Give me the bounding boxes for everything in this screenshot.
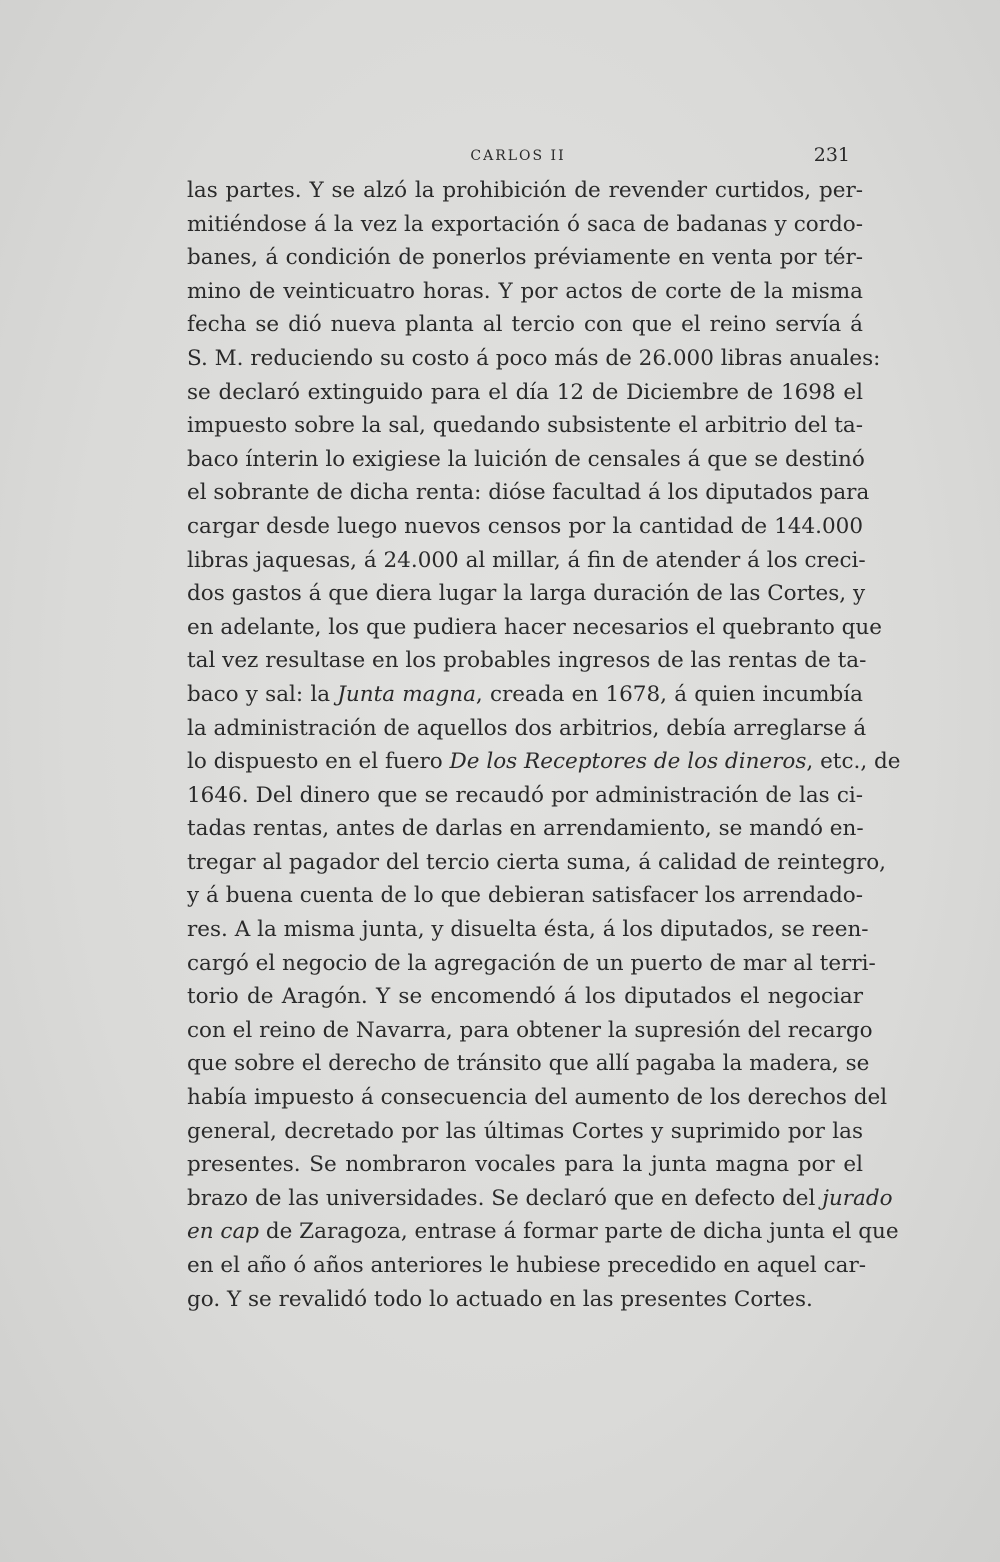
text-line: libras jaquesas, á 24.000 al millar, á fin de atender á los creci- (187, 547, 866, 573)
text-line: tregar al pagador del tercio cierta suma, á calidad de reintegro, (187, 849, 887, 875)
text-line (187, 678, 863, 712)
text-line: tal vez resultase en los probables ingresos de las rentas de ta- (187, 648, 867, 674)
text-line: mino de veinticuatro horas. Y por actos de corte de la misma (187, 278, 863, 304)
text-run: , etc., de (806, 749, 901, 775)
italic-term: jurado (822, 1185, 893, 1211)
page-number: 231 (813, 144, 850, 166)
body-text (187, 174, 901, 1316)
text-line: presentes. Se nombraron vocales para la junta magna por el (187, 1152, 863, 1178)
text-line: 1646. Del dinero que se recaudó por administración de las ci- (187, 782, 863, 808)
italic-term: en cap (187, 1219, 260, 1245)
text-run: baco y sal: la (187, 681, 338, 707)
text-line: con el reino de Navarra, para obtener la supresión del recargo (187, 1017, 873, 1043)
text-run: brazo de las universidades. Se declaró que en defecto del (187, 1185, 823, 1211)
text-line: la administración de aquellos dos arbitrios, debía arreglarse á (187, 715, 867, 741)
text-line: general, decretado por las últimas Cortes y suprimido por las (187, 1118, 863, 1144)
text-line: fecha se dió nueva planta al tercio con que el reino servía á (187, 312, 863, 338)
text-line: res. A la misma junta, y disuelta ésta, á los diputados, se reen- (187, 917, 869, 943)
text-run: , creada en 1678, á quien incumbía (475, 681, 863, 707)
text-line: en el año ó años anteriores le hubiese precedido en aquel car- (187, 1253, 866, 1278)
text-line: cargar desde luego nuevos censos por la cantidad de 144.000 (187, 513, 863, 539)
text-line: en adelante, los que pudiera hacer necesarios el quebranto que (187, 614, 882, 640)
text-line: dos gastos á que diera lugar la larga duración de las Cortes, y (187, 581, 866, 607)
text-line: torio de Aragón. Y se encomendó á los diputados el negociar (187, 984, 863, 1010)
italic-title: Junta magna (337, 681, 476, 707)
text-run: de Zaragoza, entrase á formar parte de dicha junta el que (259, 1219, 899, 1245)
text-line: se declaró extinguido para el día 12 de Diciembre de 1698 el (187, 379, 863, 405)
text-line: impuesto sobre la sal, quedando subsistente el arbitrio del ta- (187, 413, 863, 439)
text-line: go. Y se revalidó todo lo actuado en las presentes Cortes. (187, 1286, 813, 1312)
running-head (186, 144, 850, 172)
text-line (187, 1182, 893, 1216)
text-line (187, 745, 901, 779)
text-line: y á buena cuenta de lo que debieran satisfacer los arrendado- (187, 883, 863, 909)
italic-title: De los Receptores de los dineros (449, 749, 807, 775)
text-line: las partes. Y se alzó la prohibición de revender curtidos, per- (187, 178, 863, 203)
text-line: había impuesto á consecuencia del aumento de los derechos del (187, 1085, 888, 1111)
text-line (187, 1215, 899, 1249)
text-line: tadas rentas, antes de darlas en arrendamiento, se mandó en- (187, 816, 864, 842)
text-line: banes, á condición de ponerlos préviamente en venta por tér- (187, 245, 863, 271)
text-line: S. M. reduciendo su costo á poco más de 26.000 libras anuales: (187, 345, 881, 371)
running-title: CARLOS II (470, 148, 566, 164)
text-line: mitiéndose á la vez la exportación ó saca de badanas y cordo- (187, 211, 863, 237)
text-line: baco ínterin lo exigiese la luición de censales á que se destinó (187, 446, 865, 472)
text-line: cargó el negocio de la agregación de un puerto de mar al terri- (187, 950, 876, 976)
text-line: que sobre el derecho de tránsito que allí pagaba la madera, se (187, 1051, 870, 1077)
text-line: el sobrante de dicha renta: dióse facultad á los diputados para (187, 480, 870, 506)
text-run: lo dispuesto en el fuero (187, 749, 450, 775)
